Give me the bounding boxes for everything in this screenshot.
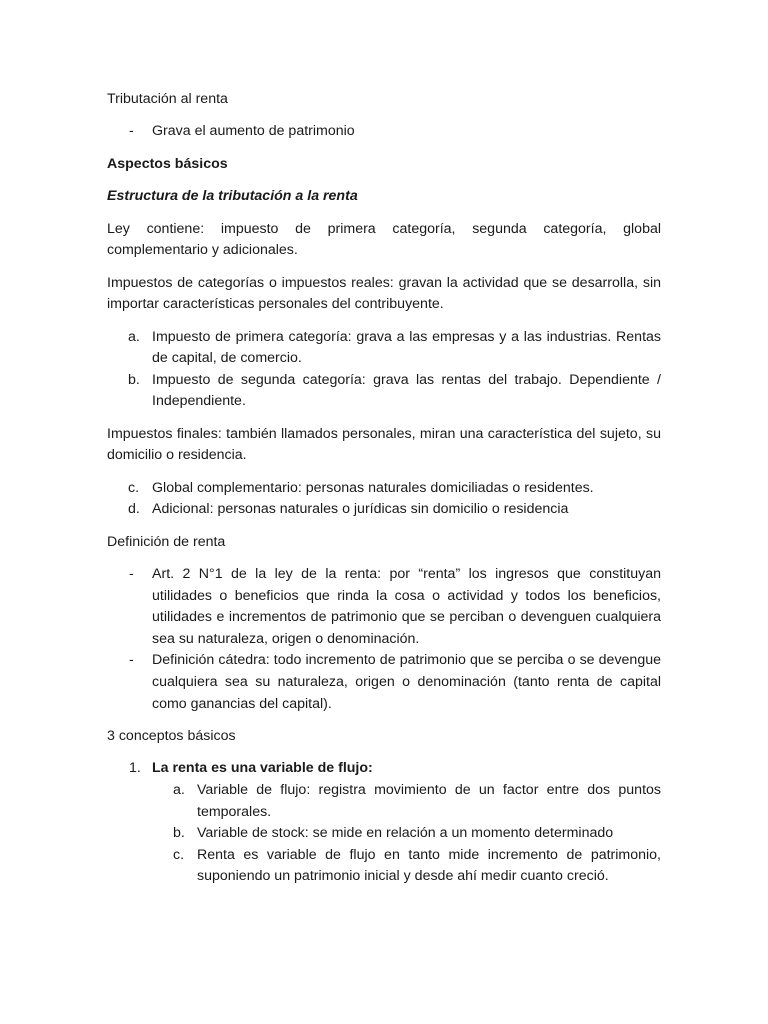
list-item-text: Global complementario: personas naturales domiciliadas o residentes. [152,479,594,496]
paragraph-finales: Impuestos finales: también llamados personales, miran una característica del sujeto, su domicilio o residencia. [107,425,661,464]
list-marker: d. [128,501,140,518]
list-marker: c. [128,479,140,496]
paragraph-reales: Impuestos de categorías o impuestos reales: gravan la actividad que se desarrolla, sin importar características personales del contribuyente. [107,274,661,313]
list-item [152,845,661,888]
doc-line-tributacion: Tributación al renta [107,91,228,107]
list-item-text: Definición cátedra: todo incremento de patrimonio que se perciba o se devengue cualquiera sea su naturaleza, origen o denominación (tanto renta de capital como ganancias del capital). [152,652,661,712]
list-marker: a. [128,328,140,345]
paragraph-ley: Ley contiene: impuesto de primera categoría, segunda categoría, global complementario y adicionales. [107,220,661,259]
list-finales [107,478,661,521]
list-item-text: Variable de flujo: registra movimiento de un factor entre dos puntos temporales. [197,782,661,820]
list-marker: a. [173,782,185,798]
list-item-text: Renta es variable de flujo en tanto mide incremento de patrimonio, suponiendo un patrimonio inicial y desde ahí medir cuanto creció. [197,846,661,885]
list-item [107,478,661,500]
heading-conceptos: 3 conceptos básicos [107,728,236,745]
numbered-list [107,758,661,888]
list-definicion [107,564,661,715]
list-item-text: Impuesto de segunda categoría: grava las rentas del trabajo. Dependiente / Independiente. [152,371,661,410]
list-marker: 1. [129,760,141,777]
bullet-list-intro [107,121,661,143]
list-item-text: Impuesto de primera categoría: grava a las empresas y a las industrias. Rentas de capital, de comercio. [152,328,661,367]
list-item [152,780,661,823]
list-item-text: Art. 2 N°1 de la ley de la renta: por “renta” los ingresos que constituyan utilidades o beneficios que rinda la cosa o actividad y todos los beneficios, utilidades e incrementos de patrimonio que se perciban o devenguen cualquiera sea su naturaleza, origen o denominación. [152,566,661,647]
list-item-text: Adicional: personas naturales o jurídicas sin domicilio o residencia [152,501,569,518]
list-marker: b. [128,371,140,388]
list-item-text: Variable de stock: se mide en relación a un momento determinado [197,825,614,842]
list-reales [107,327,661,413]
list-item [107,499,661,521]
list-marker: - [129,566,134,583]
list-item-text: La renta es una variable de flujo: [152,760,373,777]
list-item [107,370,661,413]
list-item [107,758,661,780]
list-marker: - [129,652,134,669]
document-body [107,89,661,899]
heading-estructura: Estructura de la tributación a la renta [107,188,358,205]
list-item [107,564,661,650]
list-item [107,327,661,370]
list-item [107,650,661,715]
heading-definicion: Definición de renta [107,533,226,550]
heading-aspectos: Aspectos básicos [107,155,228,172]
list-marker: b. [173,825,185,842]
list-item [107,121,661,143]
list-item [152,823,661,845]
list-marker: - [129,123,134,140]
list-marker: c. [173,846,185,863]
list-item-text: Grava el aumento de patrimonio [152,123,355,140]
sub-list [152,780,661,888]
